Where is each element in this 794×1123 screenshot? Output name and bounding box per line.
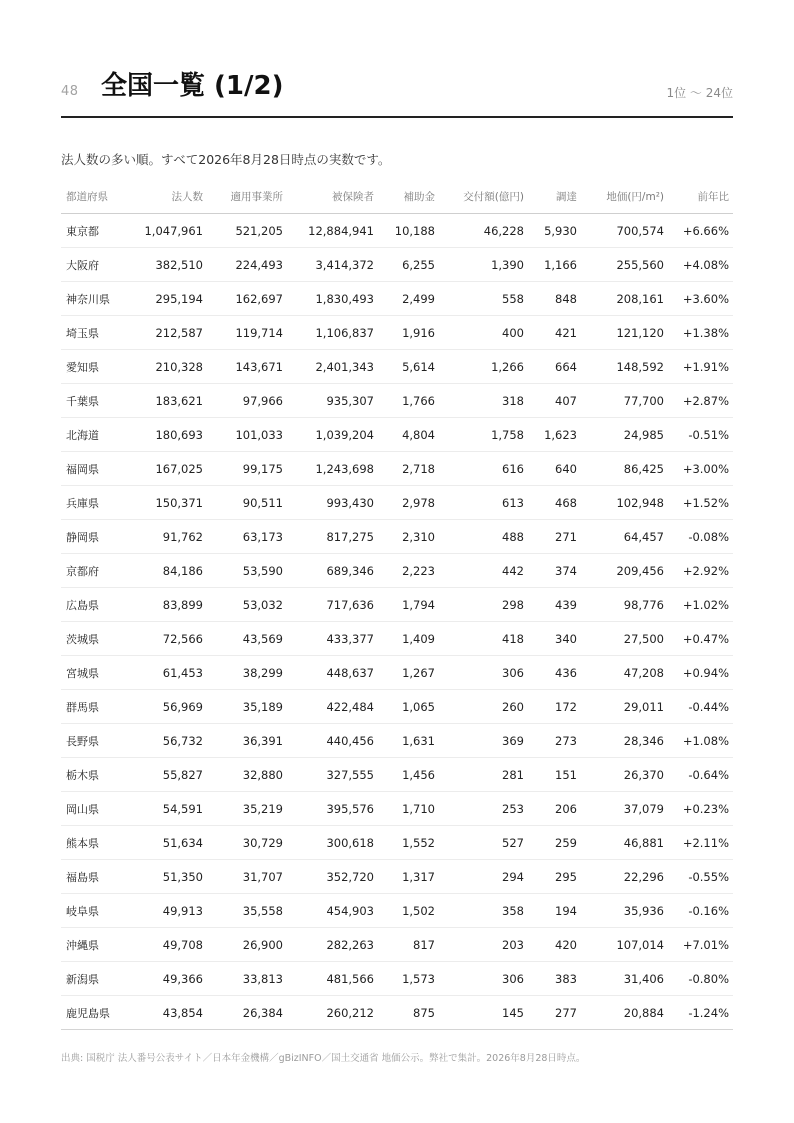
table-cell: 1,794 (378, 588, 439, 622)
table-cell: 194 (528, 894, 581, 928)
table-cell: 260,212 (287, 996, 378, 1030)
prefecture-cell: 福岡県 (61, 452, 135, 486)
table-cell: 35,219 (207, 792, 287, 826)
title-divider (61, 116, 733, 118)
page-subtitle: 法人数の多い順。すべて2026年8月28日時点の実数です。 (61, 151, 391, 167)
table-cell: 558 (439, 282, 528, 316)
table-cell: 352,720 (287, 860, 378, 894)
table-row (61, 962, 733, 996)
table-cell: 102,948 (581, 486, 668, 520)
table-cell: -0.64% (668, 758, 733, 792)
table-cell: 420 (528, 928, 581, 962)
table-row (61, 758, 733, 792)
table-cell: 358 (439, 894, 528, 928)
table-cell: 12,884,941 (287, 214, 378, 248)
table-cell: 993,430 (287, 486, 378, 520)
column-header: 補助金 (378, 179, 439, 214)
table-cell: 72,566 (135, 622, 207, 656)
table-cell: 46,881 (581, 826, 668, 860)
table-row (61, 350, 733, 384)
table-cell: 306 (439, 656, 528, 690)
table-cell: 1,710 (378, 792, 439, 826)
table-cell: 90,511 (207, 486, 287, 520)
table-cell: 3,414,372 (287, 248, 378, 282)
rank-range: 1位 〜 24位 (666, 86, 733, 100)
table-cell: -0.16% (668, 894, 733, 928)
table-row (61, 316, 733, 350)
table-cell: -0.08% (668, 520, 733, 554)
table-cell: 300,618 (287, 826, 378, 860)
table-cell: 1,456 (378, 758, 439, 792)
column-header: 法人数 (135, 179, 207, 214)
table-cell: 97,966 (207, 384, 287, 418)
table-cell: 183,621 (135, 384, 207, 418)
column-header: 適用事業所 (207, 179, 287, 214)
table-cell: 817 (378, 928, 439, 962)
table-cell: 281 (439, 758, 528, 792)
table-cell: 28,346 (581, 724, 668, 758)
table-cell: 1,573 (378, 962, 439, 996)
table-cell: 1,390 (439, 248, 528, 282)
prefecture-cell: 千葉県 (61, 384, 135, 418)
table-cell: -0.80% (668, 962, 733, 996)
table-cell: 49,366 (135, 962, 207, 996)
table-cell: 5,614 (378, 350, 439, 384)
table-cell: 1,631 (378, 724, 439, 758)
table-cell: 1,916 (378, 316, 439, 350)
table-cell: 259 (528, 826, 581, 860)
table-cell: 33,813 (207, 962, 287, 996)
table-cell: 689,346 (287, 554, 378, 588)
prefecture-table (61, 179, 733, 1030)
prefecture-cell: 鹿児島県 (61, 996, 135, 1030)
column-header: 被保険者 (287, 179, 378, 214)
table-cell: 145 (439, 996, 528, 1030)
table-cell: 64,457 (581, 520, 668, 554)
prefecture-cell: 岡山県 (61, 792, 135, 826)
table-cell: 20,884 (581, 996, 668, 1030)
table-cell: 203 (439, 928, 528, 962)
table-row (61, 996, 733, 1030)
table-cell: 162,697 (207, 282, 287, 316)
table-cell: 37,079 (581, 792, 668, 826)
table-cell: 61,453 (135, 656, 207, 690)
page-number: 48 (61, 84, 79, 99)
table-cell: 613 (439, 486, 528, 520)
table-cell: +0.94% (668, 656, 733, 690)
table-row (61, 486, 733, 520)
table-cell: 421 (528, 316, 581, 350)
table-cell: 56,732 (135, 724, 207, 758)
prefecture-cell: 静岡県 (61, 520, 135, 554)
table-row (61, 724, 733, 758)
table-cell: 439 (528, 588, 581, 622)
prefecture-cell: 兵庫県 (61, 486, 135, 520)
table-cell: +1.91% (668, 350, 733, 384)
table-body (61, 214, 733, 1030)
table-cell: 527 (439, 826, 528, 860)
table-cell: 49,708 (135, 928, 207, 962)
table-row (61, 792, 733, 826)
prefecture-cell: 茨城県 (61, 622, 135, 656)
table-cell: 35,558 (207, 894, 287, 928)
table-cell: 51,350 (135, 860, 207, 894)
table-cell: +0.47% (668, 622, 733, 656)
table-cell: 56,969 (135, 690, 207, 724)
table-row (61, 554, 733, 588)
prefecture-cell: 群馬県 (61, 690, 135, 724)
table-cell: +0.23% (668, 792, 733, 826)
table-cell: 51,634 (135, 826, 207, 860)
table-cell: 1,267 (378, 656, 439, 690)
table-row (61, 418, 733, 452)
table-cell: 24,985 (581, 418, 668, 452)
table-cell: 209,456 (581, 554, 668, 588)
table-cell: 10,188 (378, 214, 439, 248)
table-cell: 1,830,493 (287, 282, 378, 316)
table-cell: 318 (439, 384, 528, 418)
table-cell: 395,576 (287, 792, 378, 826)
table-cell: 2,978 (378, 486, 439, 520)
table-cell: 91,762 (135, 520, 207, 554)
table-cell: +3.60% (668, 282, 733, 316)
table-cell: 294 (439, 860, 528, 894)
table-cell: 640 (528, 452, 581, 486)
table-cell: 295,194 (135, 282, 207, 316)
table-cell: 1,047,961 (135, 214, 207, 248)
table-cell: 433,377 (287, 622, 378, 656)
table-header-row (61, 179, 733, 214)
table-cell: 206 (528, 792, 581, 826)
table-cell: 1,502 (378, 894, 439, 928)
prefecture-cell: 大阪府 (61, 248, 135, 282)
table-cell: 260 (439, 690, 528, 724)
table-cell: 83,899 (135, 588, 207, 622)
table-cell: -0.51% (668, 418, 733, 452)
table-cell: 1,106,837 (287, 316, 378, 350)
table-cell: 31,406 (581, 962, 668, 996)
table-row (61, 622, 733, 656)
prefecture-cell: 愛知県 (61, 350, 135, 384)
table-cell: 418 (439, 622, 528, 656)
prefecture-cell: 京都府 (61, 554, 135, 588)
prefecture-cell: 熊本県 (61, 826, 135, 860)
table-row (61, 826, 733, 860)
table-cell: 49,913 (135, 894, 207, 928)
column-header: 前年比 (668, 179, 733, 214)
table-cell: 35,189 (207, 690, 287, 724)
table-cell: +6.66% (668, 214, 733, 248)
table-cell: 6,255 (378, 248, 439, 282)
table-cell: +2.87% (668, 384, 733, 418)
table-cell: 271 (528, 520, 581, 554)
table-cell: -0.44% (668, 690, 733, 724)
table-cell: 407 (528, 384, 581, 418)
table-cell: +7.01% (668, 928, 733, 962)
table-cell: 27,500 (581, 622, 668, 656)
table-cell: 327,555 (287, 758, 378, 792)
table-cell: +1.52% (668, 486, 733, 520)
table-cell: 488 (439, 520, 528, 554)
table-cell: 210,328 (135, 350, 207, 384)
table-cell: 2,499 (378, 282, 439, 316)
table-cell: 253 (439, 792, 528, 826)
table-cell: 107,014 (581, 928, 668, 962)
table-cell: 255,560 (581, 248, 668, 282)
table-cell: +2.92% (668, 554, 733, 588)
table-cell: +2.11% (668, 826, 733, 860)
table-cell: +3.00% (668, 452, 733, 486)
table-cell: 2,223 (378, 554, 439, 588)
table-cell: 172 (528, 690, 581, 724)
prefecture-cell: 宮城県 (61, 656, 135, 690)
table-cell: 436 (528, 656, 581, 690)
source-note: 出典: 国税庁 法人番号公表サイト／日本年金機構／gBizINFO／国土交通省 地価公示。弊社で集計。2026年8月28日時点。 (61, 1053, 586, 1064)
table-cell: +4.08% (668, 248, 733, 282)
table-cell: 38,299 (207, 656, 287, 690)
table-row (61, 588, 733, 622)
table-row (61, 928, 733, 962)
table-cell: 1,409 (378, 622, 439, 656)
table-cell: 43,569 (207, 622, 287, 656)
table-cell: 817,275 (287, 520, 378, 554)
table-cell: 382,510 (135, 248, 207, 282)
table-cell: 150,371 (135, 486, 207, 520)
table-cell: 167,025 (135, 452, 207, 486)
table-cell: 1,166 (528, 248, 581, 282)
table-cell: 55,827 (135, 758, 207, 792)
table-cell: 26,384 (207, 996, 287, 1030)
table-cell: 54,591 (135, 792, 207, 826)
table-cell: -0.55% (668, 860, 733, 894)
table-cell: 63,173 (207, 520, 287, 554)
table-cell: 31,707 (207, 860, 287, 894)
prefecture-cell: 長野県 (61, 724, 135, 758)
prefecture-cell: 福島県 (61, 860, 135, 894)
table-cell: 99,175 (207, 452, 287, 486)
column-header: 都道府県 (61, 179, 135, 214)
table-cell: 22,296 (581, 860, 668, 894)
table-cell: 700,574 (581, 214, 668, 248)
table-cell: 2,718 (378, 452, 439, 486)
table-cell: 212,587 (135, 316, 207, 350)
table-row (61, 282, 733, 316)
prefecture-cell: 広島県 (61, 588, 135, 622)
table-row (61, 690, 733, 724)
table-cell: 143,671 (207, 350, 287, 384)
table-cell: 440,456 (287, 724, 378, 758)
table-cell: 121,120 (581, 316, 668, 350)
table-cell: 180,693 (135, 418, 207, 452)
column-header: 調達 (528, 179, 581, 214)
table-cell: 148,592 (581, 350, 668, 384)
page-title: 全国一覧 (1/2) (101, 71, 284, 101)
table-cell: 383 (528, 962, 581, 996)
table-cell: 5,930 (528, 214, 581, 248)
table-cell: 1,243,698 (287, 452, 378, 486)
table-cell: 935,307 (287, 384, 378, 418)
table-cell: 84,186 (135, 554, 207, 588)
table-cell: 422,484 (287, 690, 378, 724)
table-cell: 340 (528, 622, 581, 656)
table-cell: 53,032 (207, 588, 287, 622)
table-row (61, 248, 733, 282)
table-cell: 46,228 (439, 214, 528, 248)
table-cell: 448,637 (287, 656, 378, 690)
table-cell: +1.38% (668, 316, 733, 350)
table-row (61, 860, 733, 894)
table-row (61, 520, 733, 554)
table-cell: 2,401,343 (287, 350, 378, 384)
table-cell: 664 (528, 350, 581, 384)
prefecture-cell: 新潟県 (61, 962, 135, 996)
table-cell: 77,700 (581, 384, 668, 418)
table-cell: 306 (439, 962, 528, 996)
table-cell: 151 (528, 758, 581, 792)
table-cell: 26,900 (207, 928, 287, 962)
table-cell: 224,493 (207, 248, 287, 282)
table-cell: 101,033 (207, 418, 287, 452)
table-cell: 35,936 (581, 894, 668, 928)
table-cell: 32,880 (207, 758, 287, 792)
table-cell: 273 (528, 724, 581, 758)
table-row (61, 894, 733, 928)
column-header: 地価(円/m²) (581, 179, 668, 214)
table-row (61, 656, 733, 690)
table-cell: +1.02% (668, 588, 733, 622)
prefecture-cell: 岐阜県 (61, 894, 135, 928)
prefecture-cell: 栃木県 (61, 758, 135, 792)
table-cell: 2,310 (378, 520, 439, 554)
table-cell: 521,205 (207, 214, 287, 248)
table-cell: 400 (439, 316, 528, 350)
table-cell: 1,317 (378, 860, 439, 894)
table-cell: +1.08% (668, 724, 733, 758)
table-cell: 1,623 (528, 418, 581, 452)
table-cell: 53,590 (207, 554, 287, 588)
table-row (61, 214, 733, 248)
table-cell: 47,208 (581, 656, 668, 690)
table-cell: 369 (439, 724, 528, 758)
prefecture-cell: 北海道 (61, 418, 135, 452)
table-cell: 848 (528, 282, 581, 316)
table-cell: 442 (439, 554, 528, 588)
table-cell: 119,714 (207, 316, 287, 350)
table-cell: 1,766 (378, 384, 439, 418)
table-cell: 481,566 (287, 962, 378, 996)
table-cell: 616 (439, 452, 528, 486)
table-cell: 98,776 (581, 588, 668, 622)
table-cell: 36,391 (207, 724, 287, 758)
table-cell: 1,552 (378, 826, 439, 860)
table-cell: 1,758 (439, 418, 528, 452)
table-cell: -1.24% (668, 996, 733, 1030)
prefecture-cell: 沖縄県 (61, 928, 135, 962)
table-cell: 86,425 (581, 452, 668, 486)
table-cell: 26,370 (581, 758, 668, 792)
table-cell: 374 (528, 554, 581, 588)
table-cell: 298 (439, 588, 528, 622)
prefecture-cell: 神奈川県 (61, 282, 135, 316)
table-cell: 4,804 (378, 418, 439, 452)
table-cell: 454,903 (287, 894, 378, 928)
table-cell: 1,065 (378, 690, 439, 724)
table-cell: 875 (378, 996, 439, 1030)
table-cell: 1,266 (439, 350, 528, 384)
prefecture-cell: 東京都 (61, 214, 135, 248)
table-cell: 468 (528, 486, 581, 520)
table-cell: 30,729 (207, 826, 287, 860)
table-row (61, 452, 733, 486)
column-header: 交付額(億円) (439, 179, 528, 214)
table-cell: 208,161 (581, 282, 668, 316)
table-cell: 29,011 (581, 690, 668, 724)
table-cell: 43,854 (135, 996, 207, 1030)
table-cell: 282,263 (287, 928, 378, 962)
table-cell: 717,636 (287, 588, 378, 622)
table-cell: 295 (528, 860, 581, 894)
table-row (61, 384, 733, 418)
table-cell: 1,039,204 (287, 418, 378, 452)
table-cell: 277 (528, 996, 581, 1030)
prefecture-cell: 埼玉県 (61, 316, 135, 350)
